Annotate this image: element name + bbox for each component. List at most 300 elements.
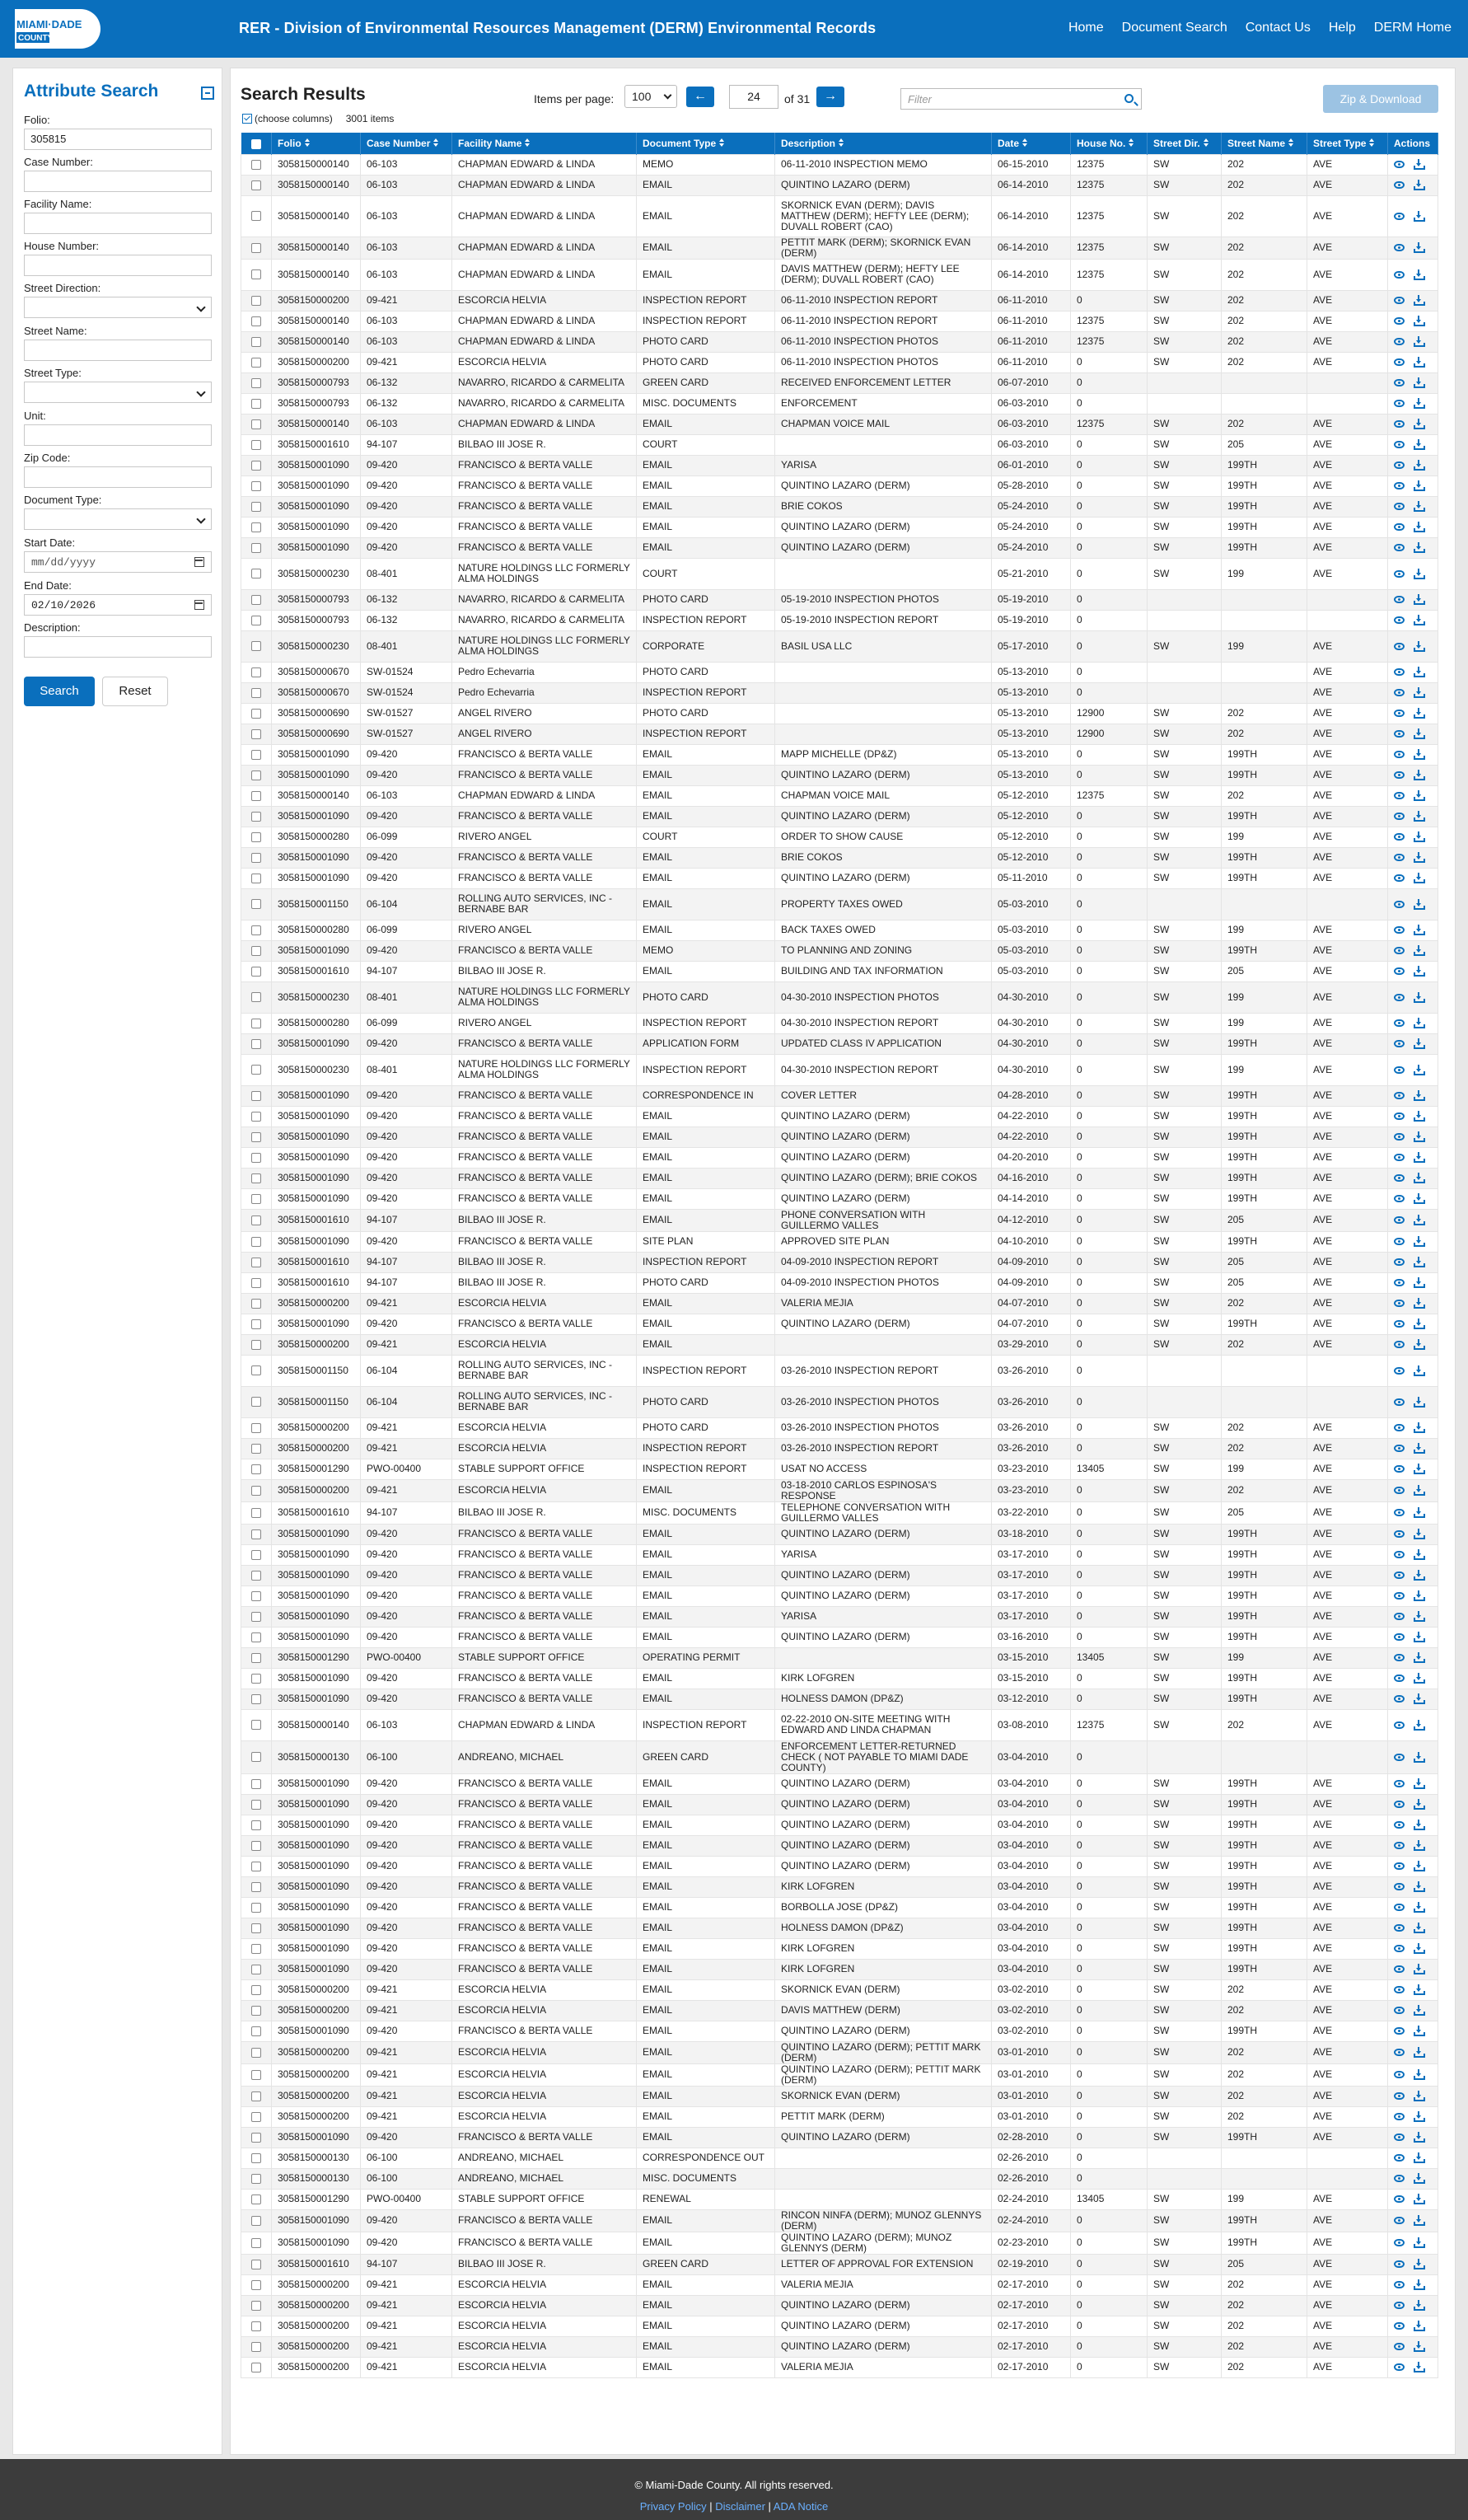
download-icon[interactable] (1414, 1215, 1424, 1225)
row-checkbox[interactable] (251, 1153, 261, 1163)
view-icon[interactable] (1394, 271, 1405, 279)
end-date-input[interactable] (24, 594, 212, 616)
row-checkbox[interactable] (251, 709, 261, 719)
calendar-icon[interactable] (194, 600, 204, 610)
download-icon[interactable] (1414, 295, 1424, 306)
view-icon[interactable] (1394, 2343, 1405, 2350)
download-icon[interactable] (1414, 2173, 1424, 2184)
download-icon[interactable] (1414, 1319, 1424, 1329)
view-icon[interactable] (1394, 1592, 1405, 1600)
row-checkbox[interactable] (251, 2006, 261, 2016)
folio-input[interactable]: 305815 (24, 129, 212, 150)
col-street-dir[interactable] (1148, 133, 1222, 154)
next-page-button[interactable]: → (816, 87, 844, 107)
view-icon[interactable] (1394, 1238, 1405, 1245)
sort-icon[interactable] (1288, 138, 1294, 148)
view-icon[interactable] (1394, 2217, 1405, 2224)
view-icon[interactable] (1394, 1367, 1405, 1375)
search-icon[interactable] (1124, 94, 1134, 103)
download-icon[interactable] (1414, 1902, 1424, 1913)
zip-download-button[interactable]: Zip & Download (1323, 85, 1438, 113)
download-icon[interactable] (1414, 159, 1424, 170)
download-icon[interactable] (1414, 2259, 1424, 2269)
download-icon[interactable] (1414, 945, 1424, 956)
view-icon[interactable] (1394, 1445, 1405, 1452)
row-checkbox[interactable] (251, 1091, 261, 1101)
row-checkbox[interactable] (251, 2363, 261, 2372)
row-checkbox[interactable] (251, 771, 261, 780)
download-icon[interactable] (1414, 1840, 1424, 1851)
download-icon[interactable] (1414, 831, 1424, 842)
view-icon[interactable] (1394, 1613, 1405, 1620)
row-checkbox[interactable] (251, 899, 261, 909)
download-icon[interactable] (1414, 811, 1424, 822)
row-checkbox[interactable] (251, 1862, 261, 1871)
download-icon[interactable] (1414, 1570, 1424, 1581)
row-checkbox[interactable] (251, 1674, 261, 1684)
view-icon[interactable] (1394, 833, 1405, 841)
view-icon[interactable] (1394, 668, 1405, 676)
download-icon[interactable] (1414, 269, 1424, 280)
sort-icon[interactable] (525, 138, 531, 148)
download-icon[interactable] (1414, 1018, 1424, 1028)
download-icon[interactable] (1414, 2321, 1424, 2331)
row-checkbox[interactable] (251, 853, 261, 863)
view-icon[interactable] (1394, 1842, 1405, 1849)
row-checkbox[interactable] (251, 522, 261, 532)
download-icon[interactable] (1414, 1820, 1424, 1830)
view-icon[interactable] (1394, 2071, 1405, 2078)
row-checkbox[interactable] (251, 2133, 261, 2143)
view-icon[interactable] (1394, 2027, 1405, 2035)
download-icon[interactable] (1414, 790, 1424, 801)
row-checkbox[interactable] (251, 1237, 261, 1247)
view-icon[interactable] (1394, 2260, 1405, 2268)
download-icon[interactable] (1414, 2069, 1424, 2080)
download-icon[interactable] (1414, 966, 1424, 977)
download-icon[interactable] (1414, 2279, 1424, 2290)
download-icon[interactable] (1414, 2026, 1424, 2036)
row-checkbox[interactable] (251, 832, 261, 842)
row-checkbox[interactable] (251, 967, 261, 977)
view-icon[interactable] (1394, 1801, 1405, 1808)
street-type-select[interactable] (24, 382, 212, 403)
prev-page-button[interactable]: ← (686, 87, 714, 107)
download-icon[interactable] (1414, 2152, 1424, 2163)
choose-columns-checkbox[interactable] (242, 114, 252, 124)
row-checkbox[interactable] (251, 1132, 261, 1142)
view-icon[interactable] (1394, 1883, 1405, 1890)
nav-help[interactable]: Help (1328, 21, 1356, 35)
col-folio[interactable] (272, 133, 361, 154)
view-icon[interactable] (1394, 1924, 1405, 1932)
row-checkbox[interactable] (251, 946, 261, 956)
row-checkbox[interactable] (251, 1694, 261, 1704)
row-checkbox[interactable] (251, 180, 261, 190)
download-icon[interactable] (1414, 480, 1424, 491)
view-icon[interactable] (1394, 967, 1405, 975)
view-icon[interactable] (1394, 2134, 1405, 2141)
view-icon[interactable] (1394, 1216, 1405, 1224)
row-checkbox[interactable] (251, 2112, 261, 2122)
view-icon[interactable] (1394, 161, 1405, 168)
download-icon[interactable] (1414, 641, 1424, 652)
download-icon[interactable] (1414, 1152, 1424, 1163)
row-checkbox[interactable] (251, 1612, 261, 1622)
view-icon[interactable] (1394, 2195, 1405, 2203)
view-icon[interactable] (1394, 2363, 1405, 2371)
view-icon[interactable] (1394, 2239, 1405, 2246)
view-icon[interactable] (1394, 2302, 1405, 2309)
view-icon[interactable] (1394, 2113, 1405, 2120)
row-checkbox[interactable] (251, 1591, 261, 1601)
row-checkbox[interactable] (251, 481, 261, 491)
view-icon[interactable] (1394, 379, 1405, 386)
row-checkbox[interactable] (251, 616, 261, 625)
col-case-number[interactable] (361, 133, 452, 154)
download-icon[interactable] (1414, 2111, 1424, 2122)
row-checkbox[interactable] (251, 1632, 261, 1642)
download-icon[interactable] (1414, 2132, 1424, 2143)
view-icon[interactable] (1394, 2007, 1405, 2014)
download-icon[interactable] (1414, 1173, 1424, 1183)
download-icon[interactable] (1414, 1298, 1424, 1309)
view-icon[interactable] (1394, 710, 1405, 717)
nav-home[interactable]: Home (1068, 21, 1104, 35)
row-checkbox[interactable] (251, 211, 261, 221)
download-icon[interactable] (1414, 398, 1424, 409)
row-checkbox[interactable] (251, 1340, 261, 1350)
download-icon[interactable] (1414, 1861, 1424, 1871)
row-checkbox[interactable] (251, 1278, 261, 1288)
row-checkbox[interactable] (251, 1800, 261, 1810)
row-checkbox[interactable] (251, 1944, 261, 1954)
row-checkbox[interactable] (251, 2026, 261, 2036)
download-icon[interactable] (1414, 1799, 1424, 1810)
row-checkbox[interactable] (251, 1444, 261, 1454)
row-checkbox[interactable] (251, 1965, 261, 1974)
row-checkbox[interactable] (251, 1365, 261, 1375)
view-icon[interactable] (1394, 1424, 1405, 1431)
download-icon[interactable] (1414, 1397, 1424, 1408)
row-checkbox[interactable] (251, 2091, 261, 2101)
view-icon[interactable] (1394, 2281, 1405, 2288)
sort-icon[interactable] (719, 138, 725, 148)
download-icon[interactable] (1414, 1236, 1424, 1247)
row-checkbox[interactable] (251, 1752, 261, 1762)
download-icon[interactable] (1414, 1277, 1424, 1288)
view-icon[interactable] (1394, 926, 1405, 934)
row-checkbox[interactable] (251, 1486, 261, 1496)
row-checkbox[interactable] (251, 2260, 261, 2269)
view-icon[interactable] (1394, 317, 1405, 325)
download-icon[interactable] (1414, 569, 1424, 579)
view-icon[interactable] (1394, 689, 1405, 696)
view-icon[interactable] (1394, 1133, 1405, 1141)
ada-notice-link[interactable]: ADA Notice (773, 2500, 829, 2513)
view-icon[interactable] (1394, 1986, 1405, 1993)
unit-input[interactable] (24, 424, 212, 446)
download-icon[interactable] (1414, 501, 1424, 512)
download-icon[interactable] (1414, 357, 1424, 368)
row-checkbox[interactable] (251, 1112, 261, 1122)
view-icon[interactable] (1394, 1675, 1405, 1682)
nav-derm-home[interactable]: DERM Home (1373, 21, 1452, 35)
download-icon[interactable] (1414, 770, 1424, 780)
download-icon[interactable] (1414, 1131, 1424, 1142)
row-checkbox[interactable] (251, 160, 261, 170)
download-icon[interactable] (1414, 2047, 1424, 2058)
view-icon[interactable] (1394, 420, 1405, 428)
calendar-icon[interactable] (194, 557, 204, 567)
nav-contact-us[interactable]: Contact Us (1245, 21, 1311, 35)
download-icon[interactable] (1414, 1339, 1424, 1350)
view-icon[interactable] (1394, 1019, 1405, 1027)
download-icon[interactable] (1414, 2194, 1424, 2204)
download-icon[interactable] (1414, 460, 1424, 471)
download-icon[interactable] (1414, 728, 1424, 739)
row-checkbox[interactable] (251, 1464, 261, 1474)
view-icon[interactable] (1394, 1754, 1405, 1761)
download-icon[interactable] (1414, 749, 1424, 760)
view-icon[interactable] (1394, 400, 1405, 407)
row-checkbox[interactable] (251, 316, 261, 326)
download-icon[interactable] (1414, 316, 1424, 326)
row-checkbox[interactable] (251, 1841, 261, 1851)
view-icon[interactable] (1394, 947, 1405, 954)
download-icon[interactable] (1414, 1485, 1424, 1496)
row-checkbox[interactable] (251, 243, 261, 253)
row-checkbox[interactable] (251, 925, 261, 935)
view-icon[interactable] (1394, 297, 1405, 304)
download-icon[interactable] (1414, 899, 1424, 910)
description-input[interactable] (24, 636, 212, 658)
col-facility-name[interactable] (452, 133, 637, 154)
col-street-name[interactable] (1222, 133, 1307, 154)
download-icon[interactable] (1414, 1693, 1424, 1704)
download-icon[interactable] (1414, 1673, 1424, 1684)
miami-dade-logo[interactable] (15, 7, 104, 51)
view-icon[interactable] (1394, 1258, 1405, 1266)
download-icon[interactable] (1414, 522, 1424, 532)
view-icon[interactable] (1394, 1040, 1405, 1047)
download-icon[interactable] (1414, 1090, 1424, 1101)
download-icon[interactable] (1414, 992, 1424, 1003)
view-icon[interactable] (1394, 1112, 1405, 1120)
view-icon[interactable] (1394, 854, 1405, 861)
download-icon[interactable] (1414, 1365, 1424, 1376)
choose-columns-link[interactable]: (choose columns) (255, 113, 333, 124)
row-checkbox[interactable] (251, 2194, 261, 2204)
col-date[interactable] (992, 133, 1071, 154)
row-checkbox[interactable] (251, 1423, 261, 1433)
row-checkbox[interactable] (251, 667, 261, 677)
row-checkbox[interactable] (251, 1173, 261, 1183)
privacy-policy-link[interactable]: Privacy Policy (639, 2500, 707, 2513)
row-checkbox[interactable] (251, 1508, 261, 1518)
row-checkbox[interactable] (251, 1779, 261, 1789)
view-icon[interactable] (1394, 244, 1405, 251)
page-number-input[interactable]: 24 (729, 85, 778, 109)
view-icon[interactable] (1394, 1780, 1405, 1787)
view-icon[interactable] (1394, 1174, 1405, 1182)
row-checkbox[interactable] (251, 992, 261, 1002)
sort-icon[interactable] (839, 138, 844, 148)
download-icon[interactable] (1414, 2237, 1424, 2248)
download-icon[interactable] (1414, 1964, 1424, 1974)
view-icon[interactable] (1394, 616, 1405, 624)
download-icon[interactable] (1414, 925, 1424, 935)
row-checkbox[interactable] (251, 1550, 261, 1560)
row-checkbox[interactable] (251, 440, 261, 450)
sort-icon[interactable] (1369, 138, 1375, 148)
row-checkbox[interactable] (251, 1258, 261, 1267)
row-checkbox[interactable] (251, 2321, 261, 2331)
download-icon[interactable] (1414, 1038, 1424, 1049)
view-icon[interactable] (1394, 544, 1405, 551)
items-per-page-select[interactable] (624, 85, 677, 108)
view-icon[interactable] (1394, 482, 1405, 489)
row-checkbox[interactable] (251, 296, 261, 306)
download-icon[interactable] (1414, 1065, 1424, 1075)
view-icon[interactable] (1394, 2092, 1405, 2100)
download-icon[interactable] (1414, 2300, 1424, 2311)
download-icon[interactable] (1414, 1923, 1424, 1933)
view-icon[interactable] (1394, 1654, 1405, 1661)
download-icon[interactable] (1414, 1652, 1424, 1663)
download-icon[interactable] (1414, 852, 1424, 863)
view-icon[interactable] (1394, 874, 1405, 882)
download-icon[interactable] (1414, 873, 1424, 883)
view-icon[interactable] (1394, 1904, 1405, 1911)
view-icon[interactable] (1394, 730, 1405, 738)
download-icon[interactable] (1414, 2341, 1424, 2352)
row-checkbox[interactable] (251, 378, 261, 388)
download-icon[interactable] (1414, 242, 1424, 253)
sort-icon[interactable] (1204, 138, 1209, 148)
view-icon[interactable] (1394, 994, 1405, 1001)
row-checkbox[interactable] (251, 1299, 261, 1309)
view-icon[interactable] (1394, 1530, 1405, 1538)
view-icon[interactable] (1394, 1279, 1405, 1286)
download-icon[interactable] (1414, 1507, 1424, 1518)
disclaimer-link[interactable]: Disclaimer (715, 2500, 765, 2513)
view-icon[interactable] (1394, 181, 1405, 189)
filter-input[interactable] (900, 88, 1142, 110)
row-checkbox[interactable] (251, 1194, 261, 1204)
row-checkbox[interactable] (251, 641, 261, 651)
row-checkbox[interactable] (251, 1216, 261, 1225)
download-icon[interactable] (1414, 542, 1424, 553)
download-icon[interactable] (1414, 336, 1424, 347)
row-checkbox[interactable] (251, 1882, 261, 1892)
download-icon[interactable] (1414, 708, 1424, 719)
facility-name-input[interactable] (24, 213, 212, 234)
view-icon[interactable] (1394, 1571, 1405, 1579)
view-icon[interactable] (1394, 1320, 1405, 1328)
download-icon[interactable] (1414, 2362, 1424, 2372)
row-checkbox[interactable] (251, 1039, 261, 1049)
sort-icon[interactable] (1022, 138, 1028, 148)
row-checkbox[interactable] (251, 2048, 261, 2058)
download-icon[interactable] (1414, 1881, 1424, 1892)
download-icon[interactable] (1414, 667, 1424, 677)
row-checkbox[interactable] (251, 358, 261, 368)
house-number-input[interactable] (24, 255, 212, 276)
download-icon[interactable] (1414, 1590, 1424, 1601)
zip-code-input[interactable] (24, 466, 212, 488)
download-icon[interactable] (1414, 1778, 1424, 1789)
view-icon[interactable] (1394, 2322, 1405, 2330)
row-checkbox[interactable] (251, 1019, 261, 1028)
view-icon[interactable] (1394, 1487, 1405, 1494)
row-checkbox[interactable] (251, 269, 261, 279)
download-icon[interactable] (1414, 2215, 1424, 2226)
view-icon[interactable] (1394, 1821, 1405, 1829)
row-checkbox[interactable] (251, 1319, 261, 1329)
view-icon[interactable] (1394, 1721, 1405, 1729)
collapse-icon[interactable] (201, 87, 214, 100)
start-date-input[interactable] (24, 551, 212, 573)
col-house-no[interactable] (1071, 133, 1148, 154)
download-icon[interactable] (1414, 1111, 1424, 1122)
row-checkbox[interactable] (251, 1820, 261, 1830)
download-icon[interactable] (1414, 1257, 1424, 1267)
view-icon[interactable] (1394, 813, 1405, 820)
sort-icon[interactable] (1129, 138, 1134, 148)
row-checkbox[interactable] (251, 688, 261, 698)
view-icon[interactable] (1394, 461, 1405, 469)
download-icon[interactable] (1414, 180, 1424, 190)
row-checkbox[interactable] (251, 729, 261, 739)
download-icon[interactable] (1414, 1529, 1424, 1539)
case-number-input[interactable] (24, 171, 212, 192)
view-icon[interactable] (1394, 358, 1405, 366)
view-icon[interactable] (1394, 771, 1405, 779)
download-icon[interactable] (1414, 1464, 1424, 1474)
view-icon[interactable] (1394, 523, 1405, 531)
row-checkbox[interactable] (251, 1923, 261, 1933)
row-checkbox[interactable] (251, 2070, 261, 2080)
select-all-checkbox[interactable] (251, 139, 261, 149)
col-street-type[interactable] (1307, 133, 1388, 154)
view-icon[interactable] (1394, 1300, 1405, 1307)
download-icon[interactable] (1414, 1443, 1424, 1454)
col-document-type[interactable] (637, 133, 775, 154)
reset-button[interactable]: Reset (102, 677, 168, 706)
row-checkbox[interactable] (251, 1720, 261, 1730)
view-icon[interactable] (1394, 2154, 1405, 2162)
download-icon[interactable] (1414, 1632, 1424, 1642)
view-icon[interactable] (1394, 643, 1405, 650)
row-checkbox[interactable] (251, 1653, 261, 1663)
row-checkbox[interactable] (251, 1065, 261, 1075)
download-icon[interactable] (1414, 2091, 1424, 2101)
nav-document-search[interactable]: Document Search (1121, 21, 1227, 35)
view-icon[interactable] (1394, 1154, 1405, 1161)
row-checkbox[interactable] (251, 2174, 261, 2184)
view-icon[interactable] (1394, 1195, 1405, 1202)
view-icon[interactable] (1394, 751, 1405, 758)
row-checkbox[interactable] (251, 419, 261, 429)
view-icon[interactable] (1394, 1066, 1405, 1074)
search-button[interactable]: Search (24, 677, 95, 706)
view-icon[interactable] (1394, 2049, 1405, 2056)
view-icon[interactable] (1394, 441, 1405, 448)
download-icon[interactable] (1414, 1943, 1424, 1954)
view-icon[interactable] (1394, 1398, 1405, 1406)
download-icon[interactable] (1414, 1611, 1424, 1622)
